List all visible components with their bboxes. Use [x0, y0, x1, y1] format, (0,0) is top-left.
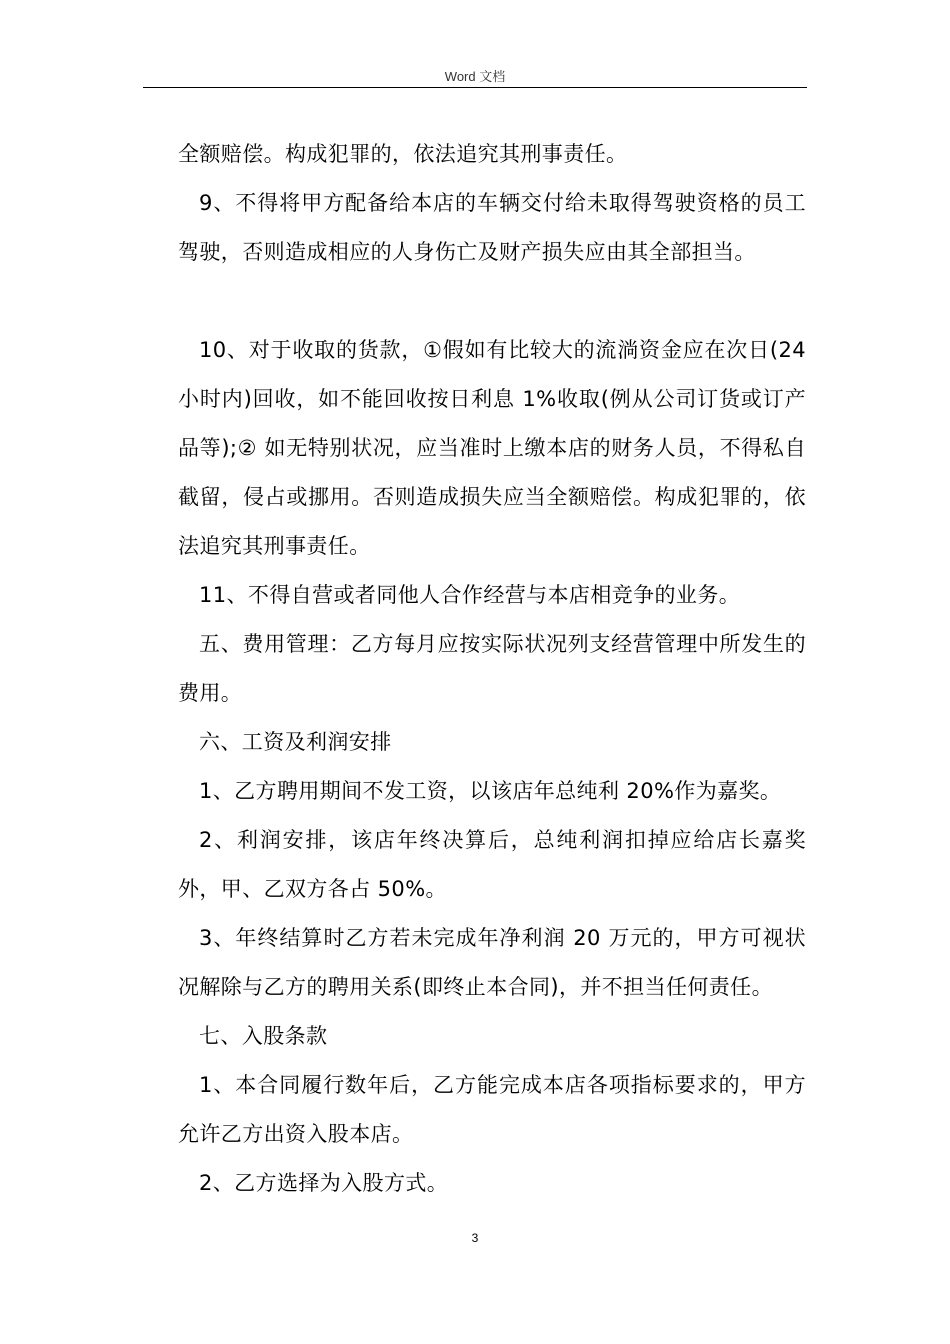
paragraph-s7-clause-1: 1、本合同履行数年后，乙方能完成本店各项指标要求的，甲方允许乙方出资入股本店。 [178, 1073, 806, 1146]
paragraph-clause-11: 11、不得自营或者同他人合作经营与本店相竞争的业务。 [199, 583, 741, 607]
paragraph-s6-clause-1: 1、乙方聘用期间不发工资，以该店年总纯利 20%作为嘉奖。 [199, 779, 782, 803]
paragraph-s6-clause-2: 2、利润安排，该店年终决算后，总纯利润扣掉应给店长嘉奖外，甲、乙双方各占 50%。 [178, 828, 806, 901]
heading-section-6: 六、工资及利润安排 [199, 730, 392, 754]
paragraph-damages-continuation: 全额赔偿。构成犯罪的，依法追究其刑事责任。 [178, 142, 628, 166]
heading-section-7: 七、入股条款 [199, 1024, 328, 1048]
paragraph-clause-9: 9、不得将甲方配备给本店的车辆交付给未取得驾驶资格的员工驾驶，否则造成相应的人身伤亡及财产损失应由其全部担当。 [178, 191, 806, 264]
document-body [178, 130, 806, 1208]
paragraph-clause-10: 10、对于收取的货款，①假如有比较大的流淌资金应在次日(24 小时内)回收，如不能回收按日利息 1%收取(例从公司订货或订产品等);② 如无特别状况，应当准时上缴本店的财务人员，不得私自截留，侵占或挪用。否则造成损失应当全额赔偿。构成犯罪的，依法追究其刑事责任。 [178, 338, 806, 558]
paragraph-s6-clause-3: 3、年终结算时乙方若未完成年净利润 20 万元的，甲方可视状况解除与乙方的聘用关系(即终止本合同)，并不担当任何责任。 [178, 926, 806, 999]
paragraph-s7-clause-2: 2、乙方选择为入股方式。 [199, 1171, 449, 1195]
page-number: 3 [471, 1231, 479, 1245]
blank-line [178, 277, 806, 326]
header-divider [143, 87, 807, 88]
page-header: Word 文档 [444, 69, 506, 84]
paragraph-section-5: 五、费用管理：乙方每月应按实际状况列支经营管理中所发生的费用。 [178, 632, 806, 705]
